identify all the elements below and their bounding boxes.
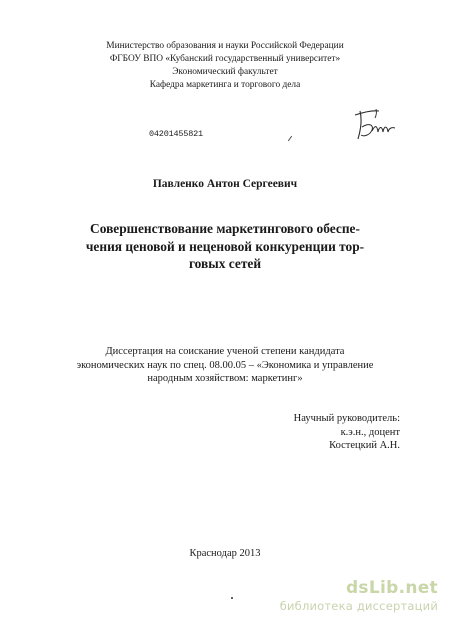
page-mark (231, 597, 233, 599)
supervisor-block (294, 412, 400, 453)
title-line: чения ценовой и неценовой конкуренции тор- (85, 238, 365, 254)
degree-line: народным хозяйством: маркетинг» (147, 373, 303, 384)
department-line: Кафедра маркетинга и торгового дела (149, 80, 301, 90)
watermark-subtitle: библиотека диссертаций (279, 599, 438, 613)
pen-mark (288, 136, 292, 141)
supervisor-degree: к.э.н., доцент (340, 426, 400, 438)
title-line: Совершенствование маркетингового обеспе- (90, 221, 360, 236)
supervisor-name: Костецкий А.Н. (329, 440, 400, 451)
university-line: ФГБОУ ВПО «Кубанский государственный университет» (109, 54, 341, 64)
watermark-logo: dsLib.net (345, 578, 438, 598)
degree-statement (0, 345, 450, 386)
degree-line: экономических наук по спец. 08.00.05 – «Экономика и управление (76, 359, 374, 371)
supervisor-label: Научный руководитель: (293, 413, 400, 424)
faculty-line: Экономический факультет (172, 67, 278, 77)
dissertation-title (55, 220, 395, 273)
watermark (280, 579, 438, 613)
institution-header (0, 40, 450, 92)
degree-line: Диссертация на соискание ученой степени кандидата (105, 346, 345, 357)
handwritten-signature (352, 105, 400, 147)
title-line: говых сетей (188, 256, 262, 271)
author-name: Павленко Антон Сергеевич (152, 178, 298, 190)
city-year: Краснодар 2013 (189, 548, 261, 559)
ministry-line: Министерство образования и науки Российской Федерации (106, 41, 344, 51)
stamp-number: 04201455821 (149, 129, 203, 139)
